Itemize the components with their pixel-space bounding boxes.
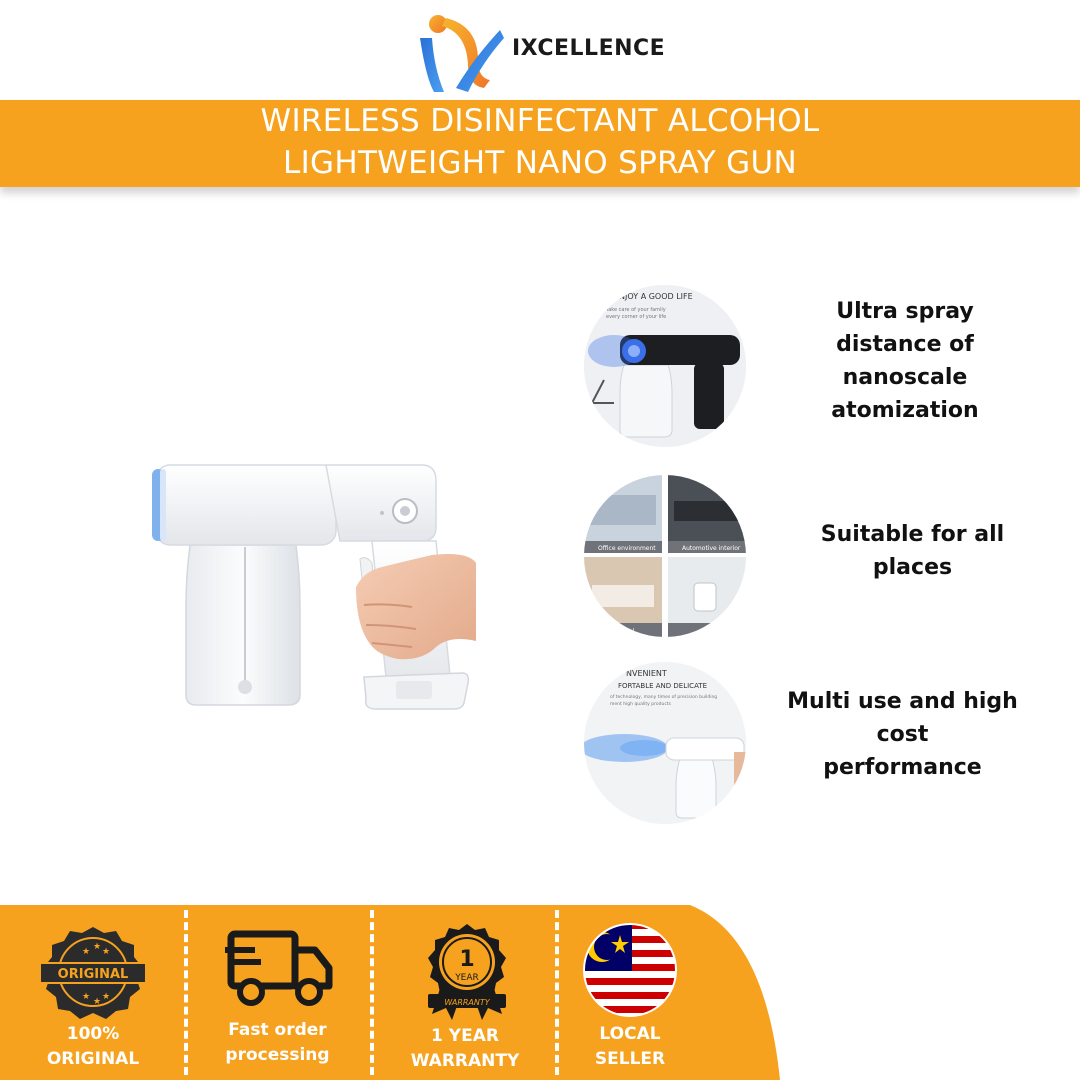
warranty-medal-ribbon: WARRANTY — [444, 998, 490, 1007]
brand-logo-mark-icon — [412, 8, 512, 98]
spray-gun-image — [150, 455, 480, 715]
feature-3-caption-2: FORTABLE AND DELICATE — [618, 682, 708, 690]
feature-1-caption-1: ENJOY A GOOD LIFE — [614, 292, 693, 301]
page-title-line-2: LIGHTWEIGHT NANO SPRAY GUN — [283, 145, 797, 181]
warranty-medal-number: 1 — [459, 947, 475, 972]
footer-divider — [184, 910, 192, 1075]
warranty-medal-icon — [422, 922, 512, 1022]
original-seal-icon — [40, 925, 146, 1019]
product-image — [150, 455, 480, 715]
brand-name: IXCELLENCE — [512, 36, 666, 61]
feature-1-caption-3: every corner of your life — [606, 314, 667, 320]
feature-2-label-2: Automotive interior — [682, 545, 741, 552]
feature-2-label-4: To — [704, 628, 711, 635]
feature-2-label-1: Office environment — [598, 545, 656, 552]
feature-3-caption-1: NVENIENT — [626, 669, 667, 678]
footer-band — [0, 905, 1080, 1080]
malaysia-flag-icon — [582, 922, 678, 1018]
footer-divider — [555, 910, 563, 1075]
page-title-line-1: WIRELESS DISINFECTANT ALCOHOL — [260, 103, 820, 139]
feature-1-caption-2: Take care of your family — [606, 307, 666, 313]
svg-text:★: ★ — [93, 942, 102, 952]
badge-warranty-label: 1 YEAR WARRANTY — [410, 1026, 520, 1071]
badge-original-label: 100% ORIGINAL — [46, 1024, 140, 1069]
badge-local-seller-label: LOCAL SELLER — [594, 1024, 666, 1069]
brand-logo — [412, 8, 682, 98]
svg-text:★: ★ — [102, 992, 111, 1002]
svg-text:★: ★ — [82, 947, 91, 957]
feature-2-text: Suitable for all places — [820, 522, 1005, 580]
feature-image-spray-distance — [584, 285, 746, 447]
svg-text:★: ★ — [102, 947, 111, 957]
feature-2-label-3: avel — [622, 628, 635, 635]
feature-3-caption-4: ment high quality products — [610, 702, 671, 707]
title-banner — [0, 100, 1080, 187]
feature-image-multi-use — [584, 662, 746, 824]
original-seal-text: ORIGINAL — [57, 967, 129, 982]
svg-text:★: ★ — [82, 992, 91, 1002]
feature-image-all-places — [584, 475, 746, 637]
warranty-medal-year: YEAR — [455, 973, 479, 983]
delivery-truck-icon — [225, 930, 335, 1008]
feature-3-text: Multi use and high cost performance — [787, 689, 1018, 780]
feature-1-text: Ultra spray distance of nanoscale atomization — [831, 299, 979, 423]
badge-fast-order-label: Fast order processing — [225, 1020, 330, 1065]
footer-divider — [370, 910, 378, 1075]
svg-text:★: ★ — [93, 997, 102, 1007]
feature-3-caption-3: of technology, many times of precision building — [610, 695, 718, 700]
